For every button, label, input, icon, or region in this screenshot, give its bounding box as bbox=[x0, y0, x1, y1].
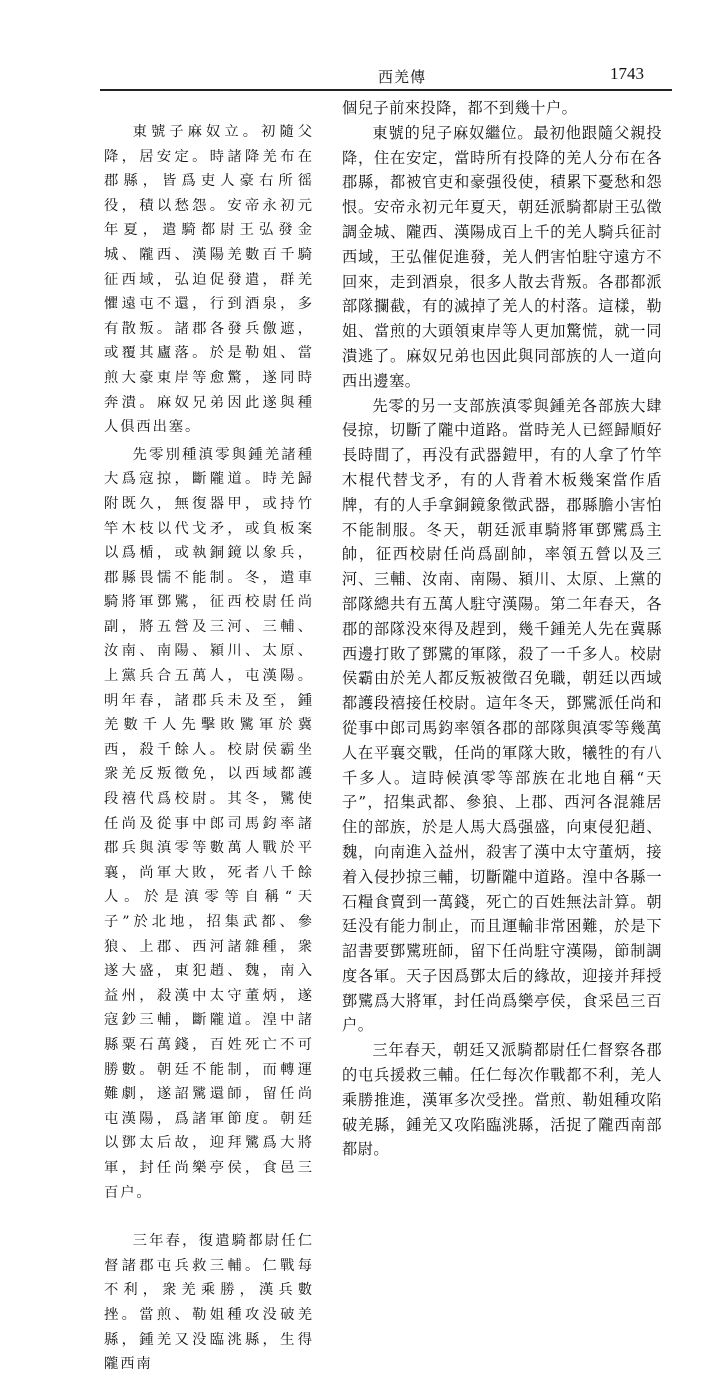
translation-column bbox=[342, 96, 662, 1162]
page-number: 1743 bbox=[610, 64, 644, 83]
page-header bbox=[0, 0, 716, 90]
header-rule bbox=[100, 89, 672, 91]
classical-paragraph-2: 先零別種滇零與鍾羌諸種大爲寇掠，斷隴道。時羌歸附既久，無復器甲，或持竹竿木枝以代戈矛，或負板案以爲楯，或執銅鏡以象兵，郡縣畏懦不能制。冬，遣車騎將軍鄧騭，征西校尉任尚副，將五營及三河、三輔、汝南、南陽、潁川、太原、上黨兵合五萬人，屯漢陽。明年春，諸郡兵未及至，鍾羌數千人先擊敗騭軍於冀西，殺千餘人。校尉侯霸坐衆羌反叛徵免，以西域都護段禧代爲校尉。其冬，騭使任尚及從事中郎司馬鈞率諸郡兵與滇零等數萬人戰於平襄，尚軍大敗，死者八千餘人。於是滇零等自稱“天子”於北地，招集武都、參狼、上郡、西河諸雜種，衆遂大盛，東犯趙、魏，南入益州，殺漢中太守董炳，遂寇鈔三輔，斷隴道。湟中諸縣粟石萬錢，百姓死亡不可勝數。朝廷不能制，而轉運難劇，遂詔騭還師，留任尚屯漢陽，爲諸軍節度。朝廷以鄧太后故，迎拜騭爲大將軍，封任尚樂亭侯，食邑三百户。 bbox=[104, 446, 314, 1201]
translation-paragraph-1: 個兒子前來投降，都不到幾十户。 bbox=[342, 99, 578, 117]
classical-paragraph-1: 東號子麻奴立。初隨父降，居安定。時諸降羌布在郡縣，皆爲吏人豪右所徭役，積以愁怨。安帝永初元年夏，遣騎都尉王弘發金城、隴西、漢陽羌數百千騎征西域，弘迫促發遣，群羌懼遠屯不還，行到酒泉，多有散叛。諸郡各發兵儌遮，或覆其廬落。於是勒姐、當煎大豪東岸等愈驚，遂同時奔潰。麻奴兄弟因此遂與種人俱西出塞。 bbox=[104, 124, 314, 436]
classical-text-column bbox=[104, 96, 314, 1377]
translation-paragraph-3: 先零的另一支部族滇零與鍾羌各部族大肆侵掠，切斷了隴中道路。當時羌人已經歸順好長時間了，再没有武器鎧甲，有的人拿了竹竿木棍代替戈矛，有的人背着木板幾案當作盾牌，有的人手拿銅鏡象徵武器，郡縣膽小害怕不能制服。冬天，朝廷派車騎將軍鄧騭爲主帥，征西校尉任尚爲副帥，率領五營以及三河、三輔、汝南、南陽、潁川、太原、上黨的部隊總共有五萬人駐守漢陽。第二年春天，各郡的部隊没來得及趕到，幾千鍾羌人先在冀縣西邊打敗了鄧騭的軍隊，殺了一千多人。校尉侯霸由於羌人都反叛被徵召免職，朝廷以西域都護段禧接任校尉。這年冬天，鄧騭派任尚和從事中郎司馬鈞率領各郡的部隊與滇零等幾萬人在平襄交戰，任尚的軍隊大敗，犧牲的有八千多人。這時候滇零等部族在北地自稱“天子”，招集武都、參狼、上郡、西河各混雜居住的部族，於是人馬大爲强盛，向東侵犯趙、魏，向南進入益州，殺害了漢中太守董炳，接着入侵抄掠三輔，切斷隴中道路。湟中各縣一石糧食賣到一萬錢，死亡的百姓無法計算。朝廷没有能力制止，而且運輸非常困難，於是下詔書要鄧騭班師，留下任尚駐守漢陽，節制調度各軍。天子因爲鄧太后的緣故，迎接并拜授鄧騭爲大將軍，封任尚爲樂亭侯，食采邑三百户。 bbox=[342, 396, 662, 1035]
classical-paragraph-3: 三年春，復遣騎都尉任仁督諸郡屯兵救三輔。仁戰每不利，衆羌乘勝，漢兵數挫。當煎、勒姐種攻没破羌縣，鍾羌又没臨洮縣，生得隴西南 bbox=[104, 1233, 314, 1373]
running-title: 西羌傳 bbox=[378, 68, 427, 86]
translation-paragraph-4: 三年春天，朝廷又派騎都尉任仁督察各郡的屯兵援救三輔。任仁每次作戰都不利，羌人乘勝推進，漢軍多次受挫。當煎、勒姐種攻陷破羌縣，鍾羌又攻陷臨洮縣，活捉了隴西南部都尉。 bbox=[342, 1041, 662, 1159]
translation-paragraph-2: 東號的兒子麻奴繼位。最初他跟隨父親投降，住在安定，當時所有投降的羌人分布在各郡縣，都被官吏和豪强役使，積累下憂愁和怨恨。安帝永初元年夏天，朝廷派騎都尉王弘徵調金城、隴西、漢陽成百上千的羌人騎兵征討西域，王弘催促進發，羌人們害怕駐守遠方不回來，走到酒泉，很多人散去背叛。各郡都派部隊攔截，有的滅掉了羌人的村落。這樣，勒姐、當煎的大頭領東岸等人更加驚慌，就一同潰逃了。麻奴兄弟也因此與同部族的人一道向西出邊塞。 bbox=[342, 123, 662, 390]
